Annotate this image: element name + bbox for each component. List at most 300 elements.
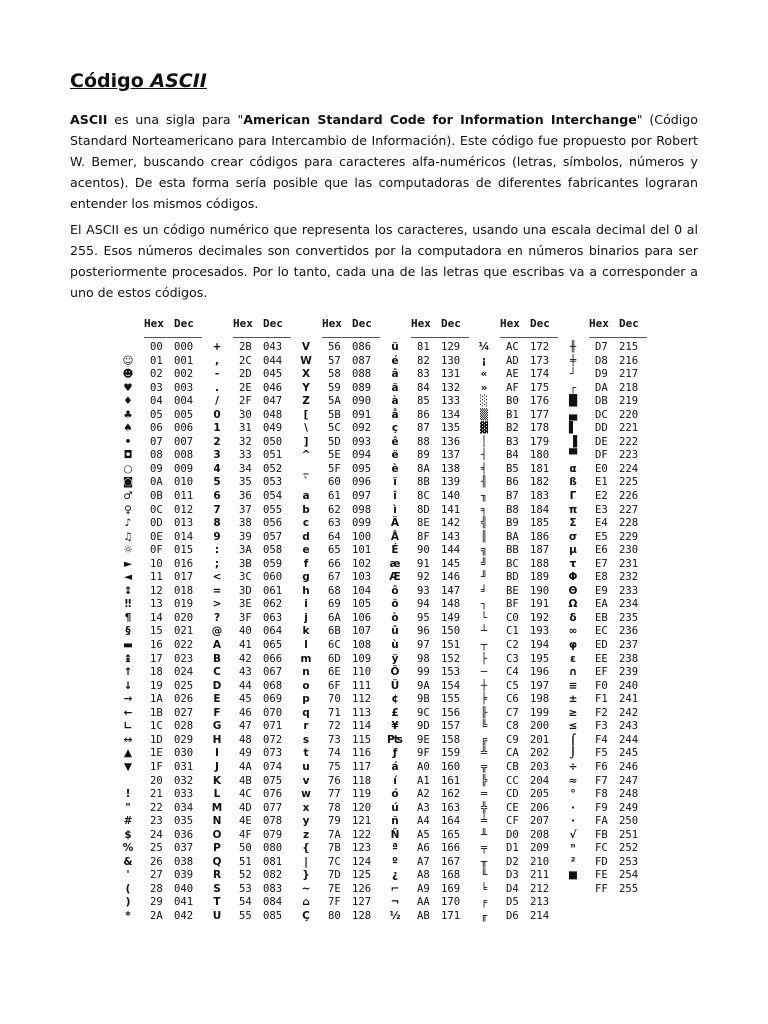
- char-glyph: A: [212, 639, 222, 652]
- table-row: [207, 707, 295, 721]
- dec-value: 046: [263, 381, 283, 394]
- char-glyph: »: [480, 381, 488, 394]
- table-row: [118, 598, 206, 612]
- table-row: [385, 449, 473, 463]
- dec-value: 000: [174, 341, 194, 353]
- dec-value: 048: [263, 408, 283, 421]
- hex-value: 42: [239, 652, 252, 665]
- hex-value: 4B: [239, 774, 252, 787]
- table-row: [118, 788, 206, 802]
- char-glyph: j: [304, 611, 308, 624]
- hex-value: 37: [239, 503, 252, 516]
- char-glyph: I: [215, 747, 219, 760]
- char-glyph: Æ: [389, 571, 401, 584]
- dec-value: 211: [530, 869, 550, 882]
- hex-value: 74: [328, 747, 341, 760]
- hex-value: EA: [595, 598, 608, 611]
- table-row: [563, 666, 651, 680]
- hex-value: B5: [506, 462, 519, 475]
- hex-value: E5: [595, 530, 608, 543]
- hex-value: DA: [595, 381, 608, 394]
- dec-value: 060: [263, 571, 283, 584]
- table-row: [296, 842, 384, 856]
- table-row: [474, 734, 562, 748]
- char-glyph: ╠: [480, 774, 488, 787]
- table-row: [385, 544, 473, 558]
- char-glyph: c: [302, 517, 310, 530]
- hex-value: 69: [328, 598, 341, 611]
- table-row: [207, 409, 295, 423]
- char-glyph: Ä: [390, 517, 400, 530]
- dec-value: 090: [352, 395, 372, 408]
- hex-value: 58: [328, 368, 341, 381]
- char-glyph: ²: [570, 855, 576, 868]
- char-glyph: ≈: [568, 774, 578, 787]
- hex-value: CF: [506, 815, 519, 828]
- char-glyph: ¼: [478, 341, 490, 353]
- table-row: [563, 490, 651, 504]
- table-row: [207, 680, 295, 694]
- dec-value: 098: [352, 503, 372, 516]
- hex-value: 4F: [239, 828, 252, 841]
- char-glyph: F: [213, 706, 221, 719]
- dec-value: 253: [619, 855, 639, 868]
- table-row: [474, 896, 562, 910]
- table-row: [474, 395, 562, 409]
- char-glyph: 1: [213, 422, 221, 435]
- hex-value: F3: [595, 720, 608, 733]
- char-glyph: ═: [480, 788, 488, 801]
- dec-value: 167: [441, 855, 461, 868]
- table-row: [385, 896, 473, 910]
- char-glyph: b: [302, 503, 310, 516]
- table-row: [563, 422, 651, 436]
- char-glyph: ï: [393, 476, 397, 489]
- hex-value: EB: [595, 611, 608, 624]
- hex-value: 93: [417, 584, 430, 597]
- hex-value: 04: [150, 395, 163, 408]
- char-glyph: ": [125, 801, 131, 814]
- hex-value: B6: [506, 476, 519, 489]
- table-row: [296, 910, 384, 924]
- char-glyph: ╜: [480, 571, 488, 584]
- hex-value: 3F: [239, 611, 252, 624]
- table-row: [207, 490, 295, 504]
- hex-value: 1C: [150, 720, 163, 733]
- char-glyph: D: [212, 679, 222, 692]
- table-row: [118, 341, 206, 355]
- char-glyph: ►: [123, 557, 133, 570]
- table-row: [474, 585, 562, 599]
- dec-value: 112: [352, 693, 372, 706]
- dec-value: 031: [174, 760, 194, 773]
- table-row: [118, 869, 206, 883]
- char-glyph: ♂: [123, 490, 133, 503]
- dec-value: 156: [441, 706, 461, 719]
- dec-value: 241: [619, 693, 639, 706]
- hex-value: D6: [506, 909, 519, 922]
- hex-value: 1D: [150, 733, 163, 746]
- table-row: [296, 395, 384, 409]
- char-glyph: ▼: [123, 760, 133, 773]
- hex-value: 36: [239, 490, 252, 503]
- dec-value: 158: [441, 733, 461, 746]
- hex-value: 00: [150, 341, 163, 353]
- dec-value: 172: [530, 341, 550, 353]
- hex-value: A7: [417, 855, 430, 868]
- hex-value: 21: [150, 788, 163, 801]
- char-glyph: ↨: [123, 652, 133, 665]
- char-glyph: ª: [392, 842, 398, 855]
- table-row: [385, 598, 473, 612]
- hex-value: 88: [417, 435, 430, 448]
- hex-value: 78: [328, 801, 341, 814]
- table-row: [474, 571, 562, 585]
- char-glyph: X: [301, 368, 311, 381]
- hex-value: BB: [506, 544, 519, 557]
- char-glyph: ▌: [568, 422, 578, 435]
- char-glyph: &: [123, 855, 133, 868]
- table-row: [474, 368, 562, 382]
- dec-value: 137: [441, 449, 461, 462]
- dec-value: 225: [619, 476, 639, 489]
- table-row: [118, 707, 206, 721]
- dec-value: 007: [174, 435, 194, 448]
- table-row: [474, 680, 562, 694]
- char-glyph: ▐: [568, 435, 578, 448]
- table-row: [385, 517, 473, 531]
- dec-value: 030: [174, 747, 194, 760]
- char-glyph: f: [303, 557, 309, 570]
- hex-value: F1: [595, 693, 608, 706]
- table-row: [474, 815, 562, 829]
- table-row: [385, 910, 473, 924]
- table-row: [207, 788, 295, 802]
- hex-value: D0: [506, 828, 519, 841]
- table-row: [118, 666, 206, 680]
- char-glyph: ç: [391, 422, 399, 435]
- table-row: [296, 802, 384, 816]
- dec-value: 183: [530, 490, 550, 503]
- table-row: [296, 436, 384, 450]
- hex-value: 43: [239, 666, 252, 679]
- table-row: [118, 883, 206, 897]
- dec-value: 085: [263, 909, 283, 922]
- hex-value: 24: [150, 828, 163, 841]
- char-glyph: v: [302, 774, 310, 787]
- table-row: [474, 612, 562, 626]
- table-row: [385, 476, 473, 490]
- dec-value: 170: [441, 896, 461, 909]
- char-glyph: <: [212, 571, 222, 584]
- hex-value: 96: [417, 625, 430, 638]
- intro-text-2: " (Código Standard Norteamericano para Intercambio de Información). Este código fue propuesto por Robert W. Bemer, buscando crear códigos para caracteres alfa-numéricos (letras, símbolos, números y acentos). De esta forma sería posible que las computadoras de diferentes fabricantes lograran entender los mismos códigos.: [70, 112, 698, 211]
- header-rule: [144, 337, 202, 338]
- hex-value: B8: [506, 503, 519, 516]
- table-row: [385, 707, 473, 721]
- char-glyph: ╪: [569, 354, 577, 367]
- hex-value: 52: [239, 869, 252, 882]
- char-glyph: 3: [213, 449, 221, 462]
- hex-value: DB: [595, 395, 608, 408]
- page-title: [70, 70, 207, 92]
- hex-value: DE: [595, 435, 608, 448]
- hex-value: F2: [595, 706, 608, 719]
- char-glyph: {: [302, 842, 310, 855]
- table-row: [296, 368, 384, 382]
- hex-value: 6A: [328, 611, 341, 624]
- dec-value: 051: [263, 449, 283, 462]
- table-row: [563, 761, 651, 775]
- hex-value: 6C: [328, 639, 341, 652]
- char-glyph: ┴: [480, 625, 488, 638]
- char-glyph: §: [125, 625, 131, 638]
- hex-value: AA: [417, 896, 430, 909]
- table-row: [296, 571, 384, 585]
- hex-value: 55: [239, 909, 252, 922]
- dec-value: 224: [619, 462, 639, 475]
- char-glyph: ò: [391, 611, 399, 624]
- hex-value: 92: [417, 571, 430, 584]
- dec-value: 208: [530, 828, 550, 841]
- char-glyph: 2: [213, 435, 221, 448]
- hex-value: 82: [417, 354, 430, 367]
- hex-value: EE: [595, 652, 608, 665]
- table-row: [385, 815, 473, 829]
- char-glyph: ö: [391, 598, 399, 611]
- char-glyph: 7: [213, 503, 221, 516]
- char-glyph: Ö: [390, 666, 400, 679]
- dec-value: 043: [263, 341, 283, 353]
- table-row: [296, 517, 384, 531]
- dec-value: 229: [619, 530, 639, 543]
- table-row: [474, 517, 562, 531]
- char-glyph: â: [391, 368, 399, 381]
- table-row: [563, 341, 651, 355]
- dec-value: 218: [619, 381, 639, 394]
- hex-value: 7B: [328, 842, 341, 855]
- char-glyph: E: [213, 693, 221, 706]
- char-glyph: ▓: [479, 422, 489, 435]
- char-glyph: ⌂: [302, 896, 310, 909]
- dec-header: Dec: [263, 317, 283, 330]
- dec-value: 008: [174, 449, 194, 462]
- dec-value: 028: [174, 720, 194, 733]
- dec-value: 081: [263, 855, 283, 868]
- table-row: [207, 693, 295, 707]
- char-glyph: Y: [302, 381, 310, 394]
- char-glyph: ╟: [480, 706, 488, 719]
- char-glyph: O: [212, 828, 222, 841]
- hex-value: 79: [328, 815, 341, 828]
- char-glyph: d: [302, 530, 310, 543]
- table-row: [474, 639, 562, 653]
- dec-value: 027: [174, 706, 194, 719]
- table-row: [118, 802, 206, 816]
- hex-value: 18: [150, 666, 163, 679]
- dec-value: 035: [174, 815, 194, 828]
- hex-value: 46: [239, 706, 252, 719]
- table-row: [207, 842, 295, 856]
- char-glyph: ≥: [568, 706, 578, 719]
- hex-value: BD: [506, 571, 519, 584]
- hex-value: 3E: [239, 598, 252, 611]
- table-row: [118, 368, 206, 382]
- dec-value: 118: [352, 774, 372, 787]
- hex-value: A9: [417, 882, 430, 895]
- table-row: [296, 775, 384, 789]
- table-row: [474, 490, 562, 504]
- table-row: [118, 355, 206, 369]
- table-row: [118, 829, 206, 843]
- hex-value: 3C: [239, 571, 252, 584]
- char-glyph: ‼: [124, 598, 132, 611]
- dec-value: 044: [263, 354, 283, 367]
- hex-value: FF: [595, 882, 608, 895]
- hex-value: F8: [595, 788, 608, 801]
- table-row: [296, 598, 384, 612]
- table-row: [118, 612, 206, 626]
- dec-value: 009: [174, 462, 194, 475]
- dec-value: 075: [263, 774, 283, 787]
- table-row: [296, 707, 384, 721]
- hex-value: 28: [150, 882, 163, 895]
- table-row: [207, 544, 295, 558]
- table-row: [296, 625, 384, 639]
- char-glyph: i: [304, 598, 308, 611]
- hex-value: 5F: [328, 462, 341, 475]
- dec-value: 047: [263, 395, 283, 408]
- hex-value: AD: [506, 354, 519, 367]
- hex-value: B7: [506, 490, 519, 503]
- char-glyph: Σ: [569, 517, 577, 530]
- hex-value: F6: [595, 760, 608, 773]
- hex-value: BA: [506, 530, 519, 543]
- hex-value: 16: [150, 639, 163, 652]
- table-row: [563, 355, 651, 369]
- char-glyph: ╧: [480, 815, 488, 828]
- char-glyph: \: [304, 422, 308, 435]
- dec-value: 199: [530, 706, 550, 719]
- dec-value: 077: [263, 801, 283, 814]
- table-column: [296, 316, 384, 926]
- table-row: [474, 355, 562, 369]
- table-row: [385, 639, 473, 653]
- char-glyph: ┬: [480, 639, 488, 652]
- hex-value: DC: [595, 408, 608, 421]
- char-glyph: +: [212, 341, 222, 353]
- hex-value: AF: [506, 381, 519, 394]
- dec-value: 108: [352, 639, 372, 652]
- char-glyph: ╔: [480, 733, 488, 746]
- char-glyph: ₧: [387, 733, 403, 746]
- char-glyph: ♀: [124, 503, 132, 516]
- table-row: [207, 883, 295, 897]
- table-row: [118, 382, 206, 396]
- hex-header: Hex: [411, 317, 431, 330]
- char-glyph: ☼: [123, 544, 133, 557]
- table-row: [474, 761, 562, 775]
- dec-value: 212: [530, 882, 550, 895]
- char-glyph: s: [302, 733, 310, 746]
- char-glyph: ,: [215, 354, 219, 367]
- dec-value: 165: [441, 828, 461, 841]
- hex-value: D3: [506, 869, 519, 882]
- hex-value: 94: [417, 598, 430, 611]
- dec-value: 059: [263, 557, 283, 570]
- hex-value: 5C: [328, 422, 341, 435]
- char-glyph: >: [212, 598, 222, 611]
- dec-value: 177: [530, 408, 550, 421]
- table-row: [385, 355, 473, 369]
- dec-value: 222: [619, 435, 639, 448]
- hex-value: 80: [328, 909, 341, 922]
- hex-value: D9: [595, 368, 608, 381]
- char-glyph: t: [303, 747, 309, 760]
- table-row: [385, 422, 473, 436]
- table-row: [207, 653, 295, 667]
- dec-value: 186: [530, 530, 550, 543]
- hex-value: 95: [417, 611, 430, 624]
- table-row: [385, 761, 473, 775]
- char-glyph: Θ: [568, 584, 578, 597]
- hex-value: 02: [150, 368, 163, 381]
- hex-value: 7F: [328, 896, 341, 909]
- dec-value: 143: [441, 530, 461, 543]
- dec-value: 002: [174, 368, 194, 381]
- hex-value: 7E: [328, 882, 341, 895]
- hex-value: D2: [506, 855, 519, 868]
- dec-value: 179: [530, 435, 550, 448]
- char-glyph: Ñ: [390, 828, 400, 841]
- hex-value: 99: [417, 666, 430, 679]
- hex-value: 25: [150, 842, 163, 855]
- char-glyph: x: [302, 801, 310, 814]
- hex-value: C4: [506, 666, 519, 679]
- table-row: [563, 585, 651, 599]
- table-row: [563, 883, 651, 897]
- char-glyph: %: [122, 842, 134, 855]
- char-glyph: L: [213, 788, 221, 801]
- table-row: [474, 382, 562, 396]
- hex-value: 4A: [239, 760, 252, 773]
- char-glyph: ┤: [480, 449, 488, 462]
- table-row: [207, 815, 295, 829]
- table-row: [385, 625, 473, 639]
- char-glyph: ú: [391, 801, 399, 814]
- table-row: [385, 612, 473, 626]
- dec-value: 080: [263, 842, 283, 855]
- char-glyph: S: [213, 882, 221, 895]
- hex-value: A5: [417, 828, 430, 841]
- dec-value: 086: [352, 341, 372, 353]
- dec-value: 169: [441, 882, 461, 895]
- hex-value: C7: [506, 706, 519, 719]
- table-row: [207, 368, 295, 382]
- char-glyph: ♪: [124, 517, 132, 530]
- dec-value: 228: [619, 517, 639, 530]
- table-row: [207, 720, 295, 734]
- dec-value: 084: [263, 896, 283, 909]
- dec-value: 113: [352, 706, 372, 719]
- table-row: [296, 585, 384, 599]
- dec-value: 161: [441, 774, 461, 787]
- char-glyph: w: [301, 788, 311, 801]
- hex-value: ED: [595, 639, 608, 652]
- table-row: [207, 775, 295, 789]
- char-glyph: →: [123, 693, 133, 706]
- char-glyph: ⌐: [390, 882, 400, 895]
